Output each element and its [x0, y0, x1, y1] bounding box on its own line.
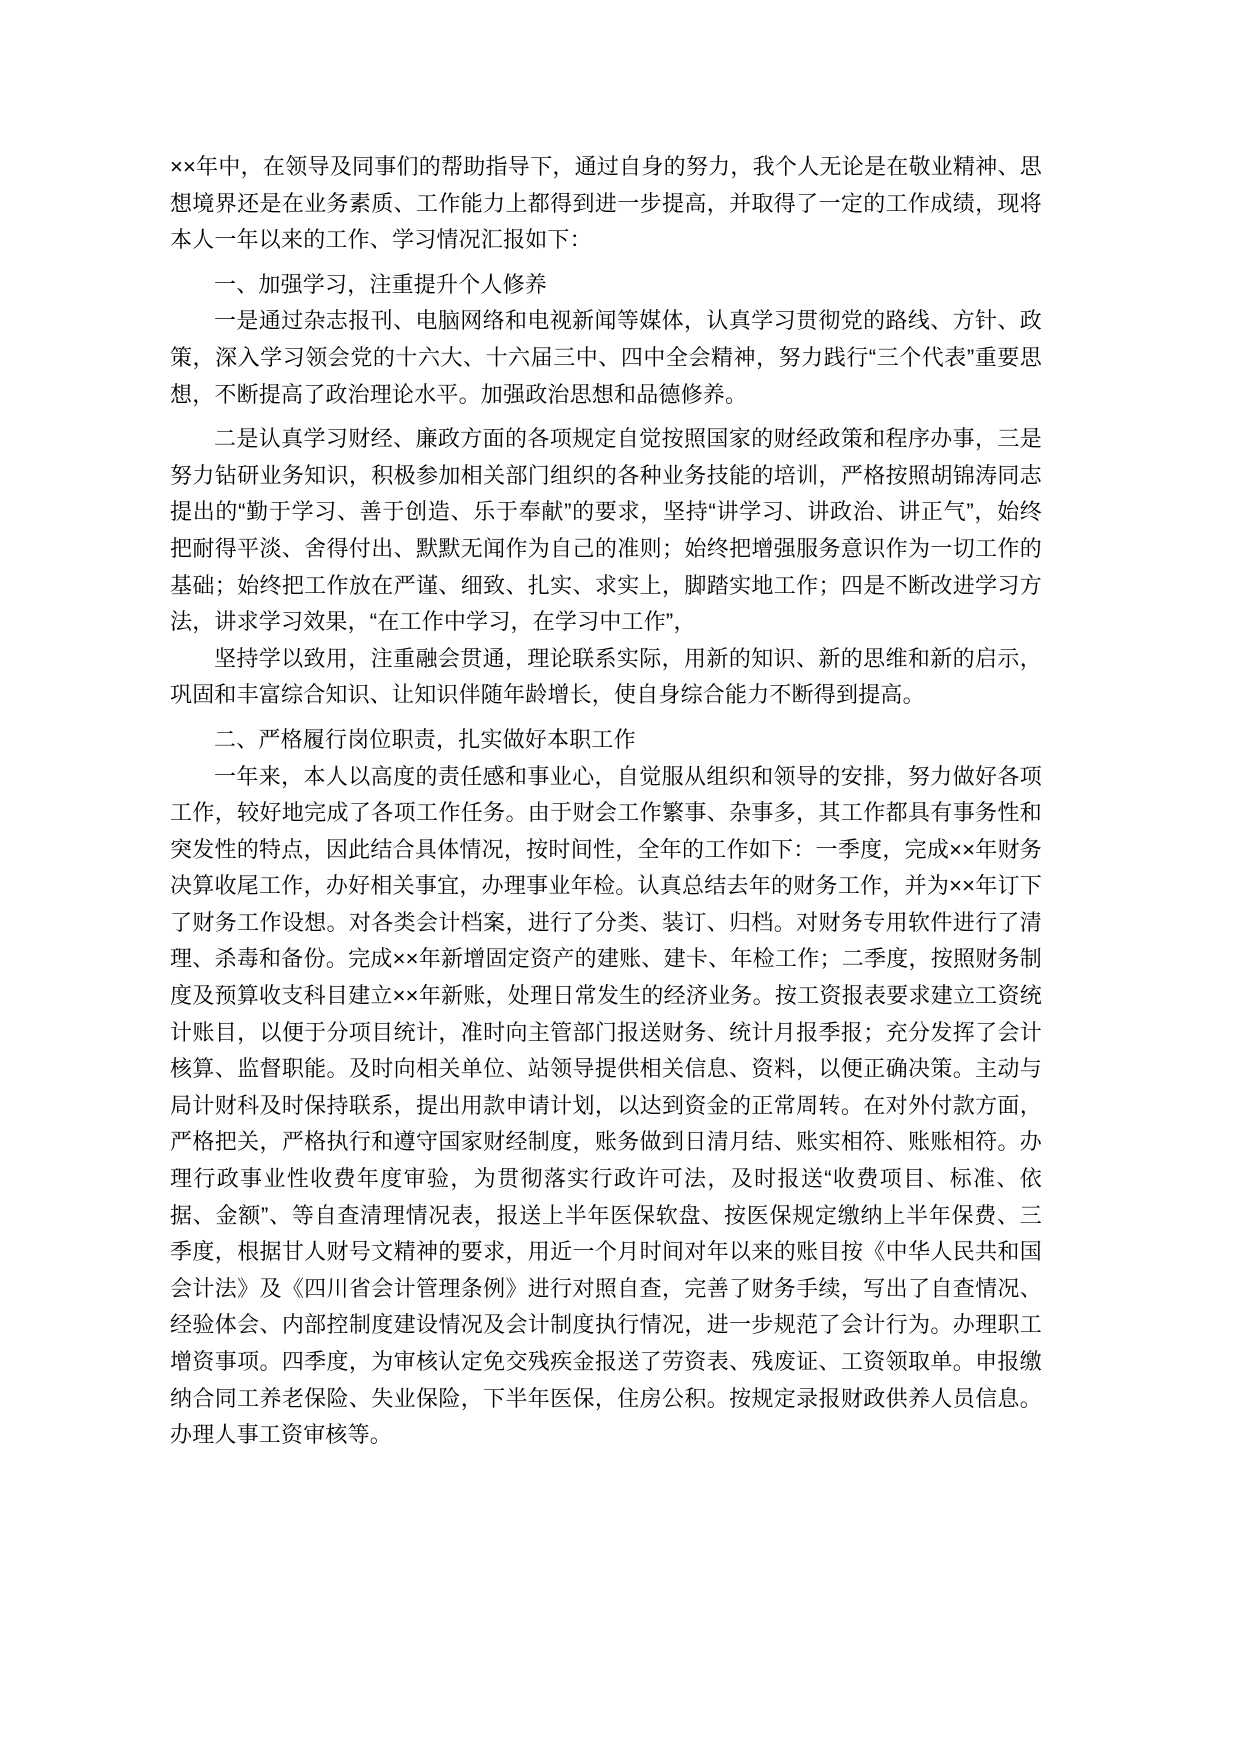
section-1-heading: 一、加强学习，注重提升个人修养 [214, 271, 548, 297]
intro-paragraph: ××年中，在领导及同事们的帮助指导下，通过自身的努力，我个人无论是在敬业精神、思想境界还是在业务素质、工作能力上都得到进一步提高，并取得了一定的工作成绩，现将本人一年以来的工作、学习情况汇报如下： [170, 154, 1042, 253]
section-2-paragraph-1: 一年来，本人以高度的责任感和事业心，自觉服从组织和领导的安排，努力做好各项工作，较好地完成了各项工作任务。由于财会工作繁事、杂事多，其工作都具有事务性和突发性的特点，因此结合具体情况，按时间性，全年的工作如下：一季度，完成××年财务决算收尾工作，办好相关事宜，办理事业年检。认真总结去年的财务工作，并为××年订下了财务工作设想。对各类会计档案，进行了分类、装订、归档。对财务专用软件进行了清理、杀毒和备份。完成××年新增固定资产的建账、建卡、年检工作；二季度，按照财务制度及预算收支科目建立××年新账，处理日常发生的经济业务。按工资报表要求建立工资统计账目，以便于分项目统计，准时向主管部门报送财务、统计月报季报；充分发挥了会计核算、监督职能。及时向相关单位、站领导提供相关信息、资料，以便正确决策。主动与局计财科及时保持联系，提出用款申请计划，以达到资金的正常周转。在对外付款方面，严格把关，严格执行和遵守国家财经制度，账务做到日清月结、账实相符、账账相符。办理行政事业性收费年度审验，为贯彻落实行政许可法，及时报送“收费项目、标准、依据、金额”、等自查清理情况表，报送上半年医保软盘、按医保规定缴纳上半年保费、三季度，根据甘人财号文精神的要求，用近一个月时间对年以来的账目按《中华人民共和国会计法》及《四川省会计管理条例》进行对照自查，完善了财务手续，写出了自查情况、经验体会、内部控制度建设情况及会计制度执行情况，进一步规范了会计行为。办理职工增资事项。四季度，为审核认定免交残疾金报送了劳资表、残废证、工资领取单。申报缴纳合同工养老保险、失业保险，下半年医保，住房公积。按规定录报财政供养人员信息。办理人事工资审核等。 [170, 763, 1042, 1448]
section-1-paragraph-2: 二是认真学习财经、廉政方面的各项规定自觉按照国家的财经政策和程序办事，三是努力钻研业务知识，积极参加相关部门组织的各种业务技能的培训，严格按照胡锦涛同志提出的“勤于学习、善于创造、乐于奉献”的要求，坚持“讲学习、讲政治、讲正气”，始终把耐得平淡、舍得付出、默默无闻作为自己的准则；始终把增强服务意识作为一切工作的基础；始终把工作放在严谨、细致、扎实、求实上，脚踏实地工作；四是不断改进学习方法，讲求学习效果，“在工作中学习，在学习中工作”， [170, 426, 1042, 635]
section-1-paragraph-1: 一是通过杂志报刊、电脑网络和电视新闻等媒体，认真学习贯彻党的路线、方针、政策，深入学习领会党的十六大、十六届三中、四中全会精神，努力践行“三个代表”重要思想，不断提高了政治理论水平。加强政治思想和品德修养。 [170, 308, 1042, 407]
section-1-paragraph-3: 坚持学以致用，注重融会贯通，理论联系实际，用新的知识、新的思维和新的启示，巩固和丰富综合知识、让知识伴随年龄增长，使自身综合能力不断得到提高。 [170, 645, 1042, 708]
section-2-heading: 二、严格履行岗位职责，扎实做好本职工作 [214, 726, 636, 752]
